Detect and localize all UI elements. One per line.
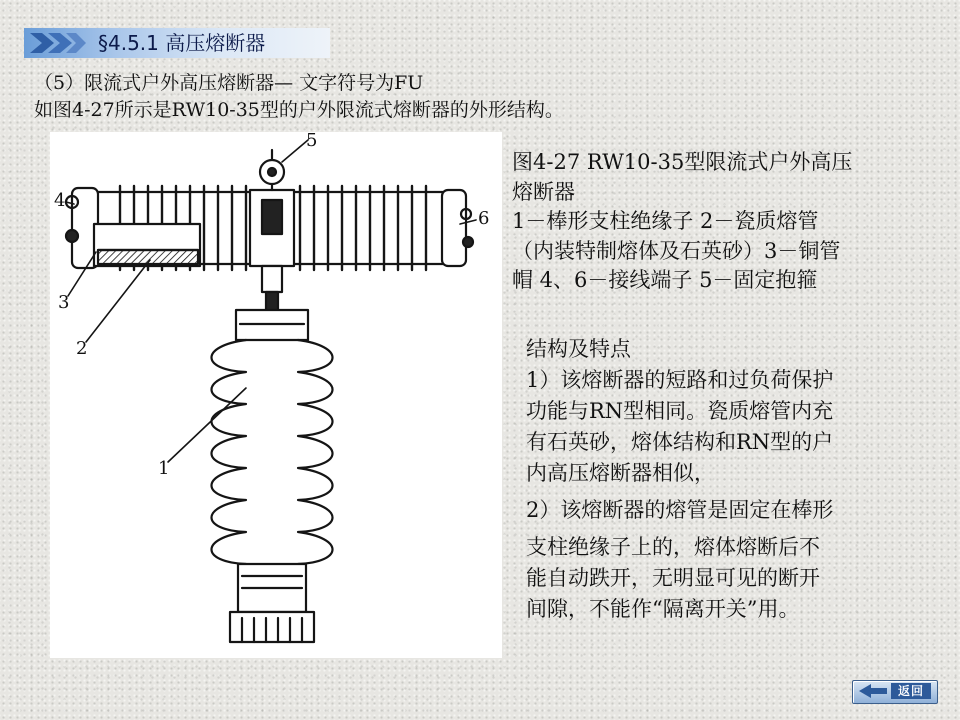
figure-label-3: 3 [58,292,70,313]
features-line: 间隙，不能作“隔离开关”用。 [526,597,800,621]
figure-label-5: 5 [306,132,318,151]
caption-line: 1－棒形支柱绝缘子 2－瓷质熔管 [512,209,819,233]
features-text [526,334,946,625]
figure-label-4: 4 [54,190,66,211]
figure-label-1: 1 [158,458,170,479]
section-header [24,28,330,58]
back-arrow-icon [859,684,887,698]
features-line: 有石英砂，熔体结构和RN型的户 [526,430,834,454]
features-line: 2）该熔断器的熔管是固定在棒形 [526,498,834,522]
section-title: §4.5.1 高压熔断器 [98,31,266,55]
features-line: 支柱绝缘子上的，熔体熔断后不 [526,535,820,559]
features-line: 能自动跌开，无明显可见的断开 [526,566,820,590]
features-line: 1）该熔断器的短路和过负荷保护 [526,368,834,392]
fuse-structure-drawing [50,132,502,658]
figure-label-2: 2 [76,338,88,359]
intro-line-1: （5）限流式户外高压熔断器— 文字符号为FU [34,72,424,94]
figure-label-6: 6 [478,208,490,229]
caption-line: 图4-27 RW10-35型限流式户外高压 [512,150,853,174]
features-line: 功能与RN型相同。瓷质熔管内充 [526,399,834,423]
features-line: 内高压熔断器相似， [526,461,715,485]
figure-caption [512,148,942,296]
fuse-figure [50,132,502,658]
return-label: 返回 [891,683,931,699]
return-button[interactable] [852,680,938,704]
features-heading: 结构及特点 [526,337,631,361]
intro-text [34,70,934,124]
double-chevron-icon [28,32,90,54]
caption-line: （内装特制熔体及石英砂）3－铜管 [512,238,841,263]
caption-line: 帽 4、6－接线端子 5－固定抱箍 [512,268,818,292]
intro-line-2: 如图4-27所示是RW10-35型的户外限流式熔断器的外形结构。 [34,99,564,121]
caption-line: 熔断器 [512,179,575,204]
